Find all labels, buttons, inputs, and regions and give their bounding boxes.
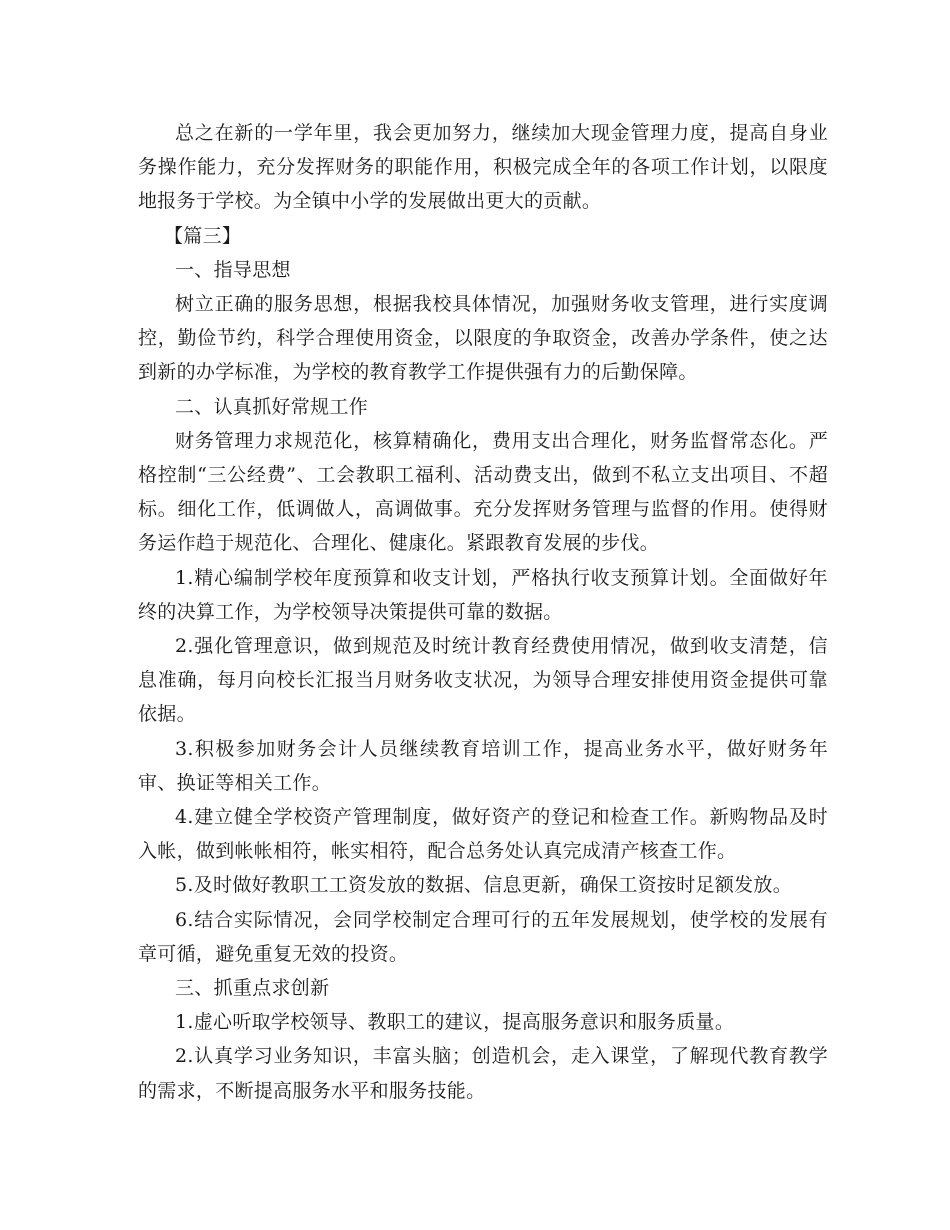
list-item-3: 3.积极参加财务会计人员继续教育培训工作，提高业务水平，做好财务年审、换证等相关工作。 — [138, 737, 828, 794]
list-item-4: 4.建立健全学校资产管理制度，做好资产的登记和检查工作。新购物品及时入帐，做到帐帐相符，帐实相符，配合总务处认真完成清产核查工作。 — [138, 806, 828, 863]
innovation-item-2: 2.认真学习业务知识，丰富头脑；创造机会，走入课堂，了解现代教育教学的需求，不断提高服务水平和服务技能。 — [138, 1045, 828, 1102]
paragraph-guiding-ideology: 树立正确的服务思想，根据我校具体情况，加强财务收支管理，进行实度调控，勤俭节约，科学合理使用资金，以限度的争取资金，改善办学条件，使之达到新的办学标准，为学校的教育教学工作提供强有力的后勤保障。 — [138, 293, 828, 384]
innovation-item-1: 1.虚心听取学校领导、教职工的建议，提高服务意识和服务质量。 — [175, 1011, 735, 1034]
list-item-1: 1.精心编制学校年度预算和收支计划，严格执行收支预算计划。全面做好年终的决算工作，为学校领导决策提供可靠的数据。 — [138, 566, 828, 623]
paragraph-routine-work: 财务管理力求规范化，核算精确化，费用支出合理化，财务监督常态化。严格控制“三公经费”、工会教职工福利、活动费支出，做到不私立支出项目、不超标。细化工作，低调做人，高调做事。充分发挥财务管理与监督的作用。使得财务运作趋于规范化、合理化、健康化。紧跟教育发展的步伐。 — [138, 429, 828, 555]
document-body — [138, 116, 828, 1108]
list-item-2: 2.强化管理意识，做到规范及时统计教育经费使用情况，做到收支清楚，信息准确，每月向校长汇报当月财务收支状况，为领导合理安排使用资金提供可靠依据。 — [138, 635, 828, 726]
paragraph-closing: 总之在新的一学年里，我会更加努力，继续加大现金管理力度，提高自身业务操作能力，充分发挥财务的职能作用，积极完成全年的各项工作计划，以限度地报务于学校。为全镇中小学的发展做出更大的贡献。 — [138, 122, 828, 213]
list-item-5: 5.及时做好教职工工资发放的数据、信息更新，确保工资按时足额发放。 — [175, 874, 793, 897]
heading-routine-work: 二、认真抓好常规工作 — [175, 395, 369, 418]
heading-innovation: 三、抓重点求创新 — [175, 977, 330, 1000]
list-item-6: 6.结合实际情况，会同学校制定合理可行的五年发展规划，使学校的发展有章可循，避免重复无效的投资。 — [138, 908, 828, 965]
section-marker-part-three: 【篇三】 — [164, 224, 242, 247]
heading-guiding-ideology: 一、指导思想 — [175, 258, 291, 281]
